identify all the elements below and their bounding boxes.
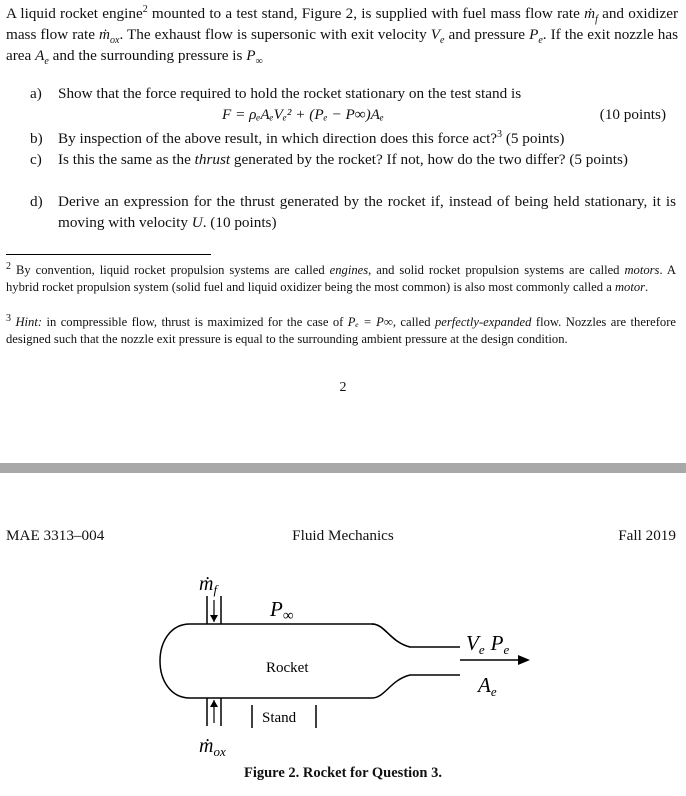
footnote-ref-2: 2	[142, 3, 148, 15]
fig-rocket-label: Rocket	[266, 660, 309, 676]
footnote-rule	[6, 254, 211, 255]
exit-velocity-symbol: V	[430, 26, 441, 43]
subscript: e	[44, 56, 49, 68]
header-term: Fall 2019	[618, 527, 676, 544]
intro-text: . If the exit nozzle has area	[6, 26, 678, 64]
item-label: b)	[30, 130, 43, 147]
fig-ae-label: Ae	[478, 673, 497, 699]
figure-caption: Figure 2. Rocket for Question 3.	[243, 765, 442, 781]
item-label: a)	[30, 85, 42, 102]
footnote-3: $^3$ Hint: in compressible flow, thrust is maximized for the case of Pₑ = P∞, called perfectly-expanded flow. Nozzles are therefore designed such that the nozzle exit pressure is equal to the surrounding ambient pressure at the design condition.	[6, 312, 677, 346]
page-divider	[0, 463, 686, 473]
points-label: (10 points)	[599, 106, 666, 123]
fig-mox-label: ṁ$_{ox}$	[199, 735, 226, 759]
fig-pinf-label: P∞	[270, 597, 294, 624]
subscript: ∞	[255, 56, 263, 68]
equation-text: F = ρₑAₑVₑ² + (Pₑ − P∞)Aₑ	[222, 106, 384, 123]
page-number: 2	[339, 380, 347, 395]
problem-intro	[6, 3, 678, 66]
exhaust-arrow	[518, 655, 530, 665]
footnote-2: $^2$ By convention, liquid rocket propulsion systems are called engines, and solid rocket propulsion systems are called motors. A hybrid rocket propulsion system (solid fuel and liquid oxidizer being the most common) is also most commonly called a motor.	[6, 260, 676, 294]
rocket-lower-wall	[190, 675, 460, 698]
subscript: f	[595, 14, 598, 26]
intro-text: mounted to a test stand, Figure 2, is supplied with fuel mass flow rate	[147, 5, 585, 22]
rocket-nose	[160, 624, 190, 698]
rocket-upper-wall	[190, 624, 460, 647]
subscript: ox	[110, 35, 120, 47]
header-course: MAE 3313–004	[6, 527, 105, 544]
exit-area-symbol: A	[35, 47, 45, 64]
item-label: d)	[30, 193, 43, 210]
fuel-mass-flow-symbol: ṁ	[584, 5, 596, 22]
footnote-ref-3: 3	[497, 128, 503, 140]
item-label: c)	[30, 151, 42, 168]
intro-text: and pressure	[444, 26, 530, 43]
intro-text: . The exhaust flow is supersonic with exit velocity	[119, 26, 431, 43]
item-text: By inspection of the above result, in which direction does this force act?$^3$ (5 points)	[58, 128, 565, 147]
exit-pressure-symbol: P	[529, 26, 539, 43]
ambient-pressure-symbol: P	[246, 47, 256, 64]
rocket-figure	[0, 560, 686, 765]
intro-text: and the surrounding pressure is	[48, 47, 247, 64]
subscript: e	[440, 35, 445, 47]
subscript: e	[538, 35, 543, 47]
item-text: Is this the same as the thrust generated by the rocket? If not, how do the two differ? (5 points)	[58, 151, 628, 168]
fig-ve-pe-label: Ve Pe	[466, 631, 510, 657]
fuel-arrow	[210, 615, 218, 622]
intro-text: A liquid rocket engine	[6, 5, 143, 22]
oxidizer-arrow	[210, 700, 218, 707]
fig-stand-label: Stand	[262, 710, 297, 726]
item-text: Derive an expression for the thrust generated by the rocket if, instead of being held stationary, it is moving with velocity U. (10 points)	[58, 193, 676, 231]
header-subject: Fluid Mechanics	[292, 527, 394, 544]
fig-mf-label: ṁ$_f$	[199, 573, 218, 597]
oxidizer-mass-flow-symbol: ṁ	[99, 26, 110, 43]
intro-text: and oxidizer mass flow rate	[6, 5, 678, 43]
item-text: Show that the force required to hold the rocket stationary on the test stand is	[58, 85, 522, 102]
